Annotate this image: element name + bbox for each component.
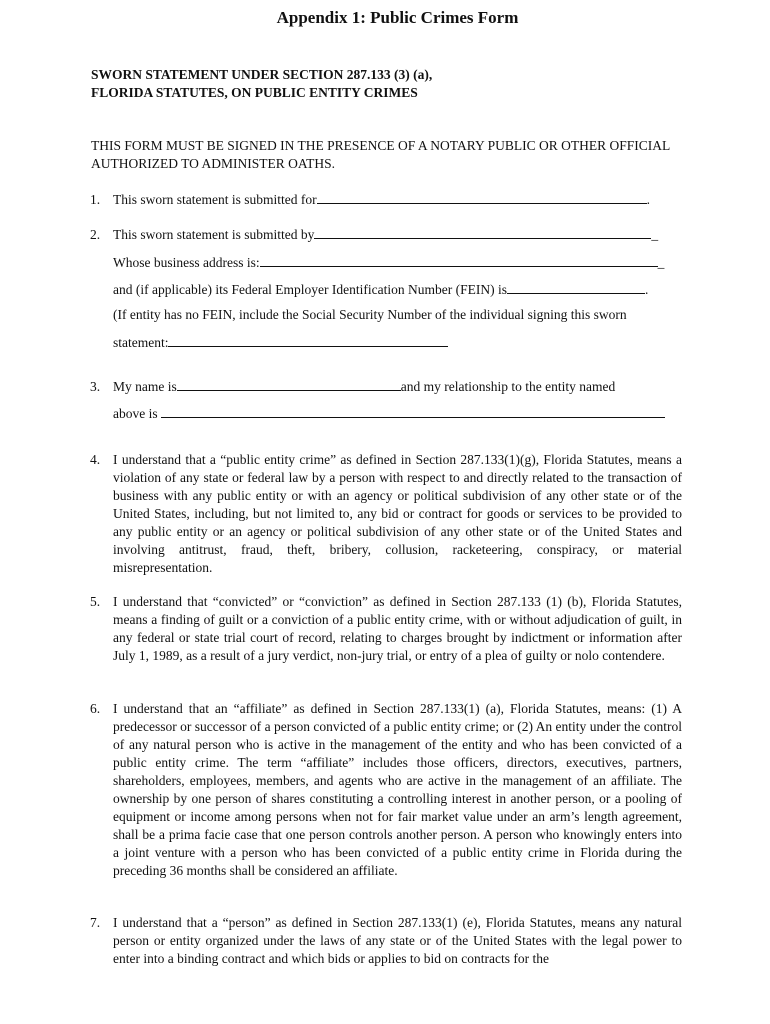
submitted-by-field[interactable] — [314, 226, 651, 239]
item-5-text: I understand that “convicted” or “conviction” as defined in Section 287.133 (1) (b), Florida Statutes, means a finding of guilt or a conviction of a public entity crime, with or without adjudication of guilt, in any federal or state trial court of record, relating to charges brought by indictment or information after July 1, 1989, as a result of a jury verdict, non-jury trial, or entry of a plea of guilty or nolo contendere. — [113, 594, 682, 663]
fein-period: . — [645, 282, 649, 297]
relationship-field[interactable] — [161, 405, 665, 418]
above-is-label: above is — [113, 406, 158, 421]
statement-line — [113, 334, 448, 352]
sworn-statement-heading — [91, 66, 432, 102]
ssn-field[interactable] — [168, 334, 448, 347]
item-6 — [90, 700, 682, 880]
business-address-field[interactable] — [260, 254, 658, 267]
page-title: Appendix 1: Public Crimes Form — [276, 8, 519, 27]
item-4-text: I understand that a “public entity crime” as defined in Section 287.133(1)(g), Florida Statutes, means a violation of any state or federal law by a person with respect to and directly related to the transaction of business with any public entity or with an agency or political subdivision of any other state or of the United States, including, but not limited to, any bid or contract for goods or services to be provided to any public entity or an agency or political subdivision of any other state or of the United States and involving antitrust, fraud, theft, bribery, collusion, racketeering, conspiracy, or material misrepresentation. — [113, 452, 682, 575]
item-2-underscore: _ — [651, 227, 659, 242]
address-underscore: _ — [657, 255, 665, 270]
item-3 — [90, 378, 615, 396]
fein-field[interactable] — [507, 281, 645, 294]
item-5 — [90, 593, 682, 665]
notary-notice: THIS FORM MUST BE SIGNED IN THE PRESENCE OF A NOTARY PUBLIC OR OTHER OFFICIAL AUTHORIZED TO ADMINISTER OATHS. — [91, 138, 670, 171]
business-address-label: Whose business address is: — [113, 255, 260, 270]
item-6-text: I understand that an “affiliate” as defined in Section 287.133(1) (a), Florida Statutes, means: (1) A predecessor or successor of a person convicted of a public entity crime; or (2) An entity under the control of any natural person who is active in the management of the entity and who has been convicted of a public entity crime. The term “affiliate” includes those officers, directors, executives, partners, shareholders, employees, members, and agents who are active in the management of an affiliate. The ownership by one person of shares constituting a controlling interest in another person, or a pooling of equipment or income among persons when not for fair market value under an arm’s length agreement, shall be a prima facie case that one person controls another person. A person who knowingly enters into a joint venture with a person who has been convicted of a public entity crime in Florida during the preceding 36 months shall be considered an affiliate. — [113, 701, 682, 878]
item-number: 5. — [90, 594, 101, 609]
item-1-text: This sworn statement is submitted for — [113, 192, 317, 207]
sworn-heading-line-1: SWORN STATEMENT UNDER SECTION 287.133 (3) (a), — [91, 67, 433, 82]
ssn-note: (If entity has no FEIN, include the Social Security Number of the individual signing this sworn — [113, 307, 627, 322]
item-3-relationship-text: and my relationship to the entity named — [400, 379, 616, 394]
relationship-line — [113, 405, 665, 423]
sworn-heading-line-2: FLORIDA STATUTES, ON PUBLIC ENTITY CRIMES — [91, 85, 418, 100]
item-7 — [90, 914, 682, 968]
item-1 — [90, 191, 650, 209]
item-2 — [90, 226, 658, 244]
my-name-field[interactable] — [177, 378, 401, 391]
item-number: 3. — [90, 379, 101, 394]
fein-line — [113, 281, 648, 299]
business-address-line — [113, 254, 664, 272]
item-2-text: This sworn statement is submitted by — [113, 227, 315, 242]
item-1-period: . — [646, 192, 650, 207]
item-number: 7. — [90, 915, 101, 930]
item-number: 2. — [90, 227, 101, 242]
item-number: 4. — [90, 452, 101, 467]
item-4 — [90, 451, 682, 577]
item-3-text: My name is — [113, 379, 177, 394]
submitted-for-field[interactable] — [317, 191, 647, 204]
item-7-text: I understand that a “person” as defined in Section 287.133(1) (e), Florida Statutes, means any natural person or entity organized under the laws of any state or of the United States with the legal power to enter into a binding contract and which bids or applies to bid on contracts for the — [113, 915, 682, 966]
item-number: 1. — [90, 192, 101, 207]
fein-label: and (if applicable) its Federal Employer Identification Number (FEIN) is — [113, 282, 507, 297]
statement-label: statement: — [113, 335, 169, 350]
item-number: 6. — [90, 701, 101, 716]
